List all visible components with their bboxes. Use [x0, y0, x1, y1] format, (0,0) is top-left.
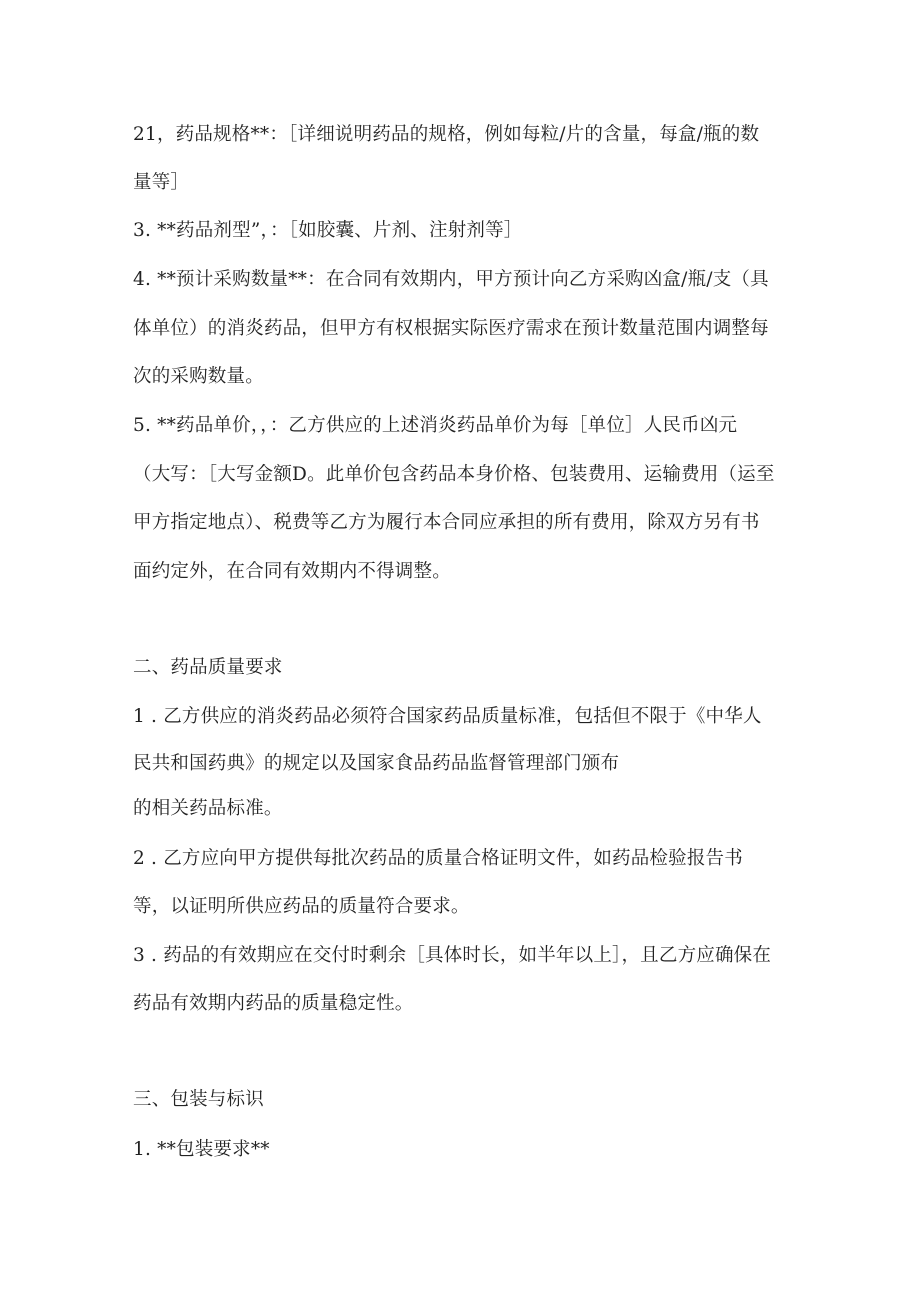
price-line-2: （大写：［大写金额D。此单价包含药品本身价格、包装费用、运输费用（运至	[133, 464, 775, 485]
quality-item-1-line-2: 民共和国药典》的规定以及国家食品药品监督管理部门颁布	[133, 753, 620, 774]
section-heading-quality: 二、药品质量要求	[133, 657, 283, 678]
quality-item-1-line-3: 的相关药品标准。	[133, 798, 283, 819]
spec-line-2: 量等］	[133, 172, 190, 193]
quality-item-2-line-2: 等，以证明所供应药品的质量符合要求。	[133, 896, 470, 917]
packaging-item-1: 1. **包装要求**	[133, 1139, 270, 1160]
price-line-3: 甲方指定地点）、税费等乙方为履行本合同应承担的所有费用，除双方另有书	[133, 512, 760, 533]
spec-line-1: 21，药品规格**：［详细说明药品的规格，例如每粒/片的含量，每盒/瓶的数	[133, 124, 760, 145]
quality-item-3-line-1: 3 . 药品的有效期应在交付时剩余［具体时长，如半年以上］，且乙方应确保在	[133, 945, 772, 966]
quantity-line-1: 4. **预计采购数量**：在合同有效期内，甲方预计向乙方采购凶盒/瓶/支（具	[133, 269, 769, 290]
section-heading-packaging: 三、包装与标识	[133, 1089, 264, 1110]
quality-item-3-line-2: 药品有效期内药品的质量稳定性。	[133, 993, 414, 1014]
quality-item-2-line-1: 2 . 乙方应向甲方提供每批次药品的质量合格证明文件，如药品检验报告书	[133, 848, 743, 869]
price-line-1: 5. **药品单价，，：乙方供应的上述消炎药品单价为每［单位］人民币凶元	[133, 415, 738, 436]
price-line-4: 面约定外，在合同有效期内不得调整。	[133, 561, 451, 582]
quantity-line-2: 体单位）的消炎药品，但甲方有权根据实际医疗需求在预计数量范围内调整每	[133, 318, 769, 339]
quality-item-1-line-1: 1 . 乙方供应的消炎药品必须符合国家药品质量标准，包括但不限于《中华人	[133, 706, 762, 727]
quantity-line-3: 次的采购数量。	[133, 366, 264, 387]
dosage-form-line: 3. **药品剂型”，：［如胶囊、片剂、注射剂等］	[133, 220, 523, 241]
